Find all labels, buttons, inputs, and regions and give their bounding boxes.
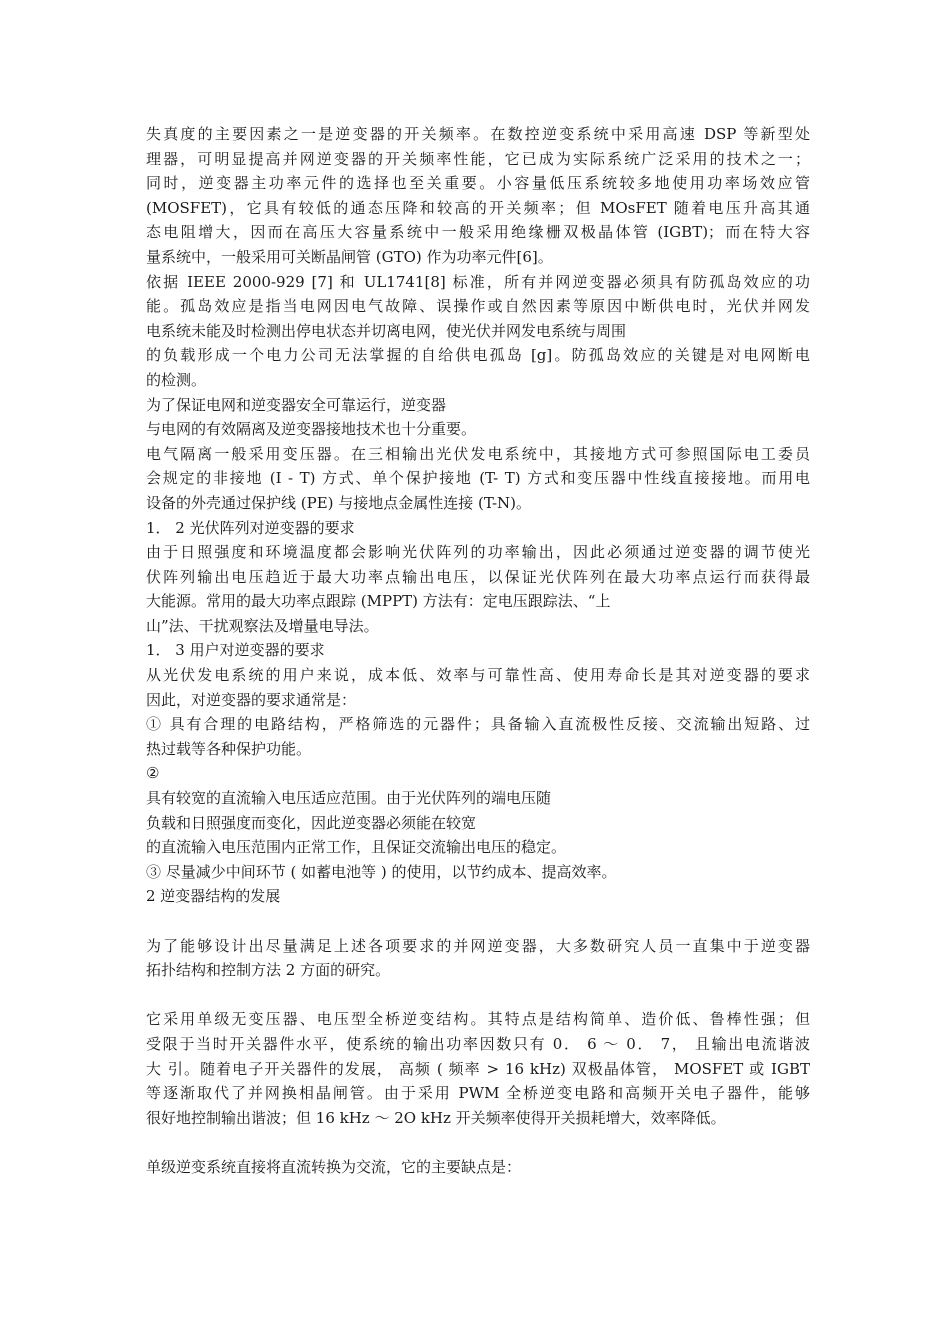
paragraph xyxy=(146,712,810,761)
text-line: 电气隔离一般采用变压器。在三相输出光伏发电系统中，其接地方式可参照国际电工委员 xyxy=(146,444,810,463)
text-line: 为了保证电网和逆变器安全可靠运行，逆变器 xyxy=(146,395,447,414)
paragraph xyxy=(146,1007,810,1130)
text-line: 会规定的非接地 (I - T) 方式、单个保护接地 (T- T) 方式和变压器中性线直接接地。而用电 xyxy=(146,469,810,488)
paragraph xyxy=(146,860,810,885)
text-line: 理器，可明显提高并网逆变器的开关频率性能，它已成为实际系统广泛采用的技术之一； xyxy=(146,149,810,168)
text-line: 大能源。常用的最大功率点跟踪 (MPPT) 方法有：定电压跟踪法、“上 xyxy=(146,592,611,611)
text-line: 与电网的有效隔离及逆变器接地技术也十分重要。 xyxy=(146,420,477,439)
text-line: (MOSFET)，它具有较低的通态压降和较高的开关频率；但 MOsFET 随着电压升高其通 xyxy=(146,198,810,217)
text-line: 受限于当时开关器件水平，使系统的输出功率因数只有 0． 6 ～ 0． 7， 且输出电流谐波 xyxy=(146,1034,810,1053)
text-line: 态电阻增大，因而在高压大容量系统中一般采用绝缘栅双极晶体管 (IGBT)；而在特大容 xyxy=(146,223,810,242)
text-line: 量系统中，一般采用可关断晶闸管 (GTO) 作为功率元件[6]。 xyxy=(146,247,553,266)
text-line: 能。孤岛效应是指当电网因电气故障、误操作或自然因素等原因中断供电时，光伏并网发 xyxy=(146,297,810,316)
text-line: 同时，逆变器主功率元件的选择也至关重要。小容量低压系统较多地使用功率场效应管 xyxy=(146,174,810,193)
text-line: 热过载等各种保护功能。 xyxy=(146,739,312,758)
text-line: 等逐渐取代了并网换相晶闸管。由于采用 PWM 全桥逆变电路和高频开关电子器件，能够 xyxy=(146,1084,810,1103)
paragraph xyxy=(146,393,810,418)
text-line: 为了能够设计出尽量满足上述各项要求的并网逆变器，大多数研究人员一直集中于逆变器 xyxy=(146,936,810,955)
text-line: 失真度的主要因素之一是逆变器的开关频率。在数控逆变系统中采用高速 DSP 等新型处 xyxy=(146,125,810,143)
section-heading: 1． 3 用户对逆变器的要求 xyxy=(146,641,325,660)
text-line: 负载和日照强度而变化，因此逆变器必须能在较宽 xyxy=(146,813,477,832)
section-heading: 2 逆变器结构的发展 xyxy=(146,887,281,906)
paragraph xyxy=(146,540,810,614)
paragraph xyxy=(146,1155,810,1180)
text-line: 由于日照强度和环境温度都会影响光伏阵列的功率输出，因此必须通过逆变器的调节使光 xyxy=(146,543,810,562)
paragraph-spacer xyxy=(146,1130,810,1155)
paragraph xyxy=(146,614,810,639)
text-line: 设备的外壳通过保护线 (PE) 与接地点金属性连接 (T-N)。 xyxy=(146,493,532,512)
paragraph xyxy=(146,417,810,442)
paragraph xyxy=(146,761,810,786)
text-line: 大 引。随着电子开关器件的发展， 高频 ( 频率 > 16 kHz) 双极晶体管， MOSFET 或 IGBT xyxy=(146,1059,810,1078)
text-line: 的直流输入电压范围内正常工作，且保证交流输出电压的稳定。 xyxy=(146,838,567,857)
text-line: 拓扑结构和控制方法 2 方面的研究。 xyxy=(146,961,391,980)
paragraph xyxy=(146,934,810,983)
paragraph xyxy=(146,835,810,860)
text-line: 单级逆变系统直接将直流转换为交流，它的主要缺点是： xyxy=(146,1157,522,1176)
text-line: 具有较宽的直流输入电压适应范围。由于光伏阵列的端电压随 xyxy=(146,789,552,808)
text-line: 电系统未能及时检测出停电状态并切离电网，使光伏并网发电系统与周围 xyxy=(146,321,627,340)
paragraph-spacer xyxy=(146,983,810,1008)
text-line: ③ 尽量减少中间环节 ( 如蓄电池等 ) 的使用，以节约成本、提高效率。 xyxy=(146,862,617,881)
text-line: 因此，对逆变器的要求通常是： xyxy=(146,690,357,709)
text-line: 的负载形成一个电力公司无法掌握的自给供电孤岛 [g]。防孤岛效应的关键是对电网断电 xyxy=(146,346,810,365)
paragraph xyxy=(146,442,810,516)
text-line: 伏阵列输出电压趋近于最大功率点输出电压，以保证光伏阵列在最大功率点运行而获得最 xyxy=(146,567,810,586)
section-heading: 1． 2 光伏阵列对逆变器的要求 xyxy=(146,518,355,537)
paragraph xyxy=(146,270,810,344)
paragraph-spacer xyxy=(146,909,810,934)
text-line: 很好地控制输出谐波；但 16 kHz ～ 2O kHz 开关频率使得开关损耗增大，效率降低。 xyxy=(146,1108,726,1127)
text-line: 它采用单级无变压器、电压型全桥逆变结构。其特点是结构简单、造价低、鲁棒性强；但 xyxy=(146,1010,810,1029)
paragraph xyxy=(146,343,810,392)
paragraph xyxy=(146,122,810,270)
text-line: 依据 IEEE 2000-929 [7] 和 UL1741[8] 标准，所有并网逆变器必须具有防孤岛效应的功 xyxy=(146,272,810,291)
text-line: ① 具有合理的电路结构，严格筛选的元器件；具备输入直流极性反接、交流输出短路、过 xyxy=(146,715,810,734)
text-line: ② xyxy=(146,764,160,783)
text-line: 山”法、干扰观察法及增量电导法。 xyxy=(146,616,379,635)
document-page xyxy=(146,122,810,1180)
text-line: 从光伏发电系统的用户来说，成本低、效率与可靠性高、使用寿命长是其对逆变器的要求 xyxy=(146,666,810,685)
paragraph xyxy=(146,786,810,811)
paragraph xyxy=(146,663,810,712)
text-line: 的检测。 xyxy=(146,370,207,389)
paragraph xyxy=(146,811,810,836)
